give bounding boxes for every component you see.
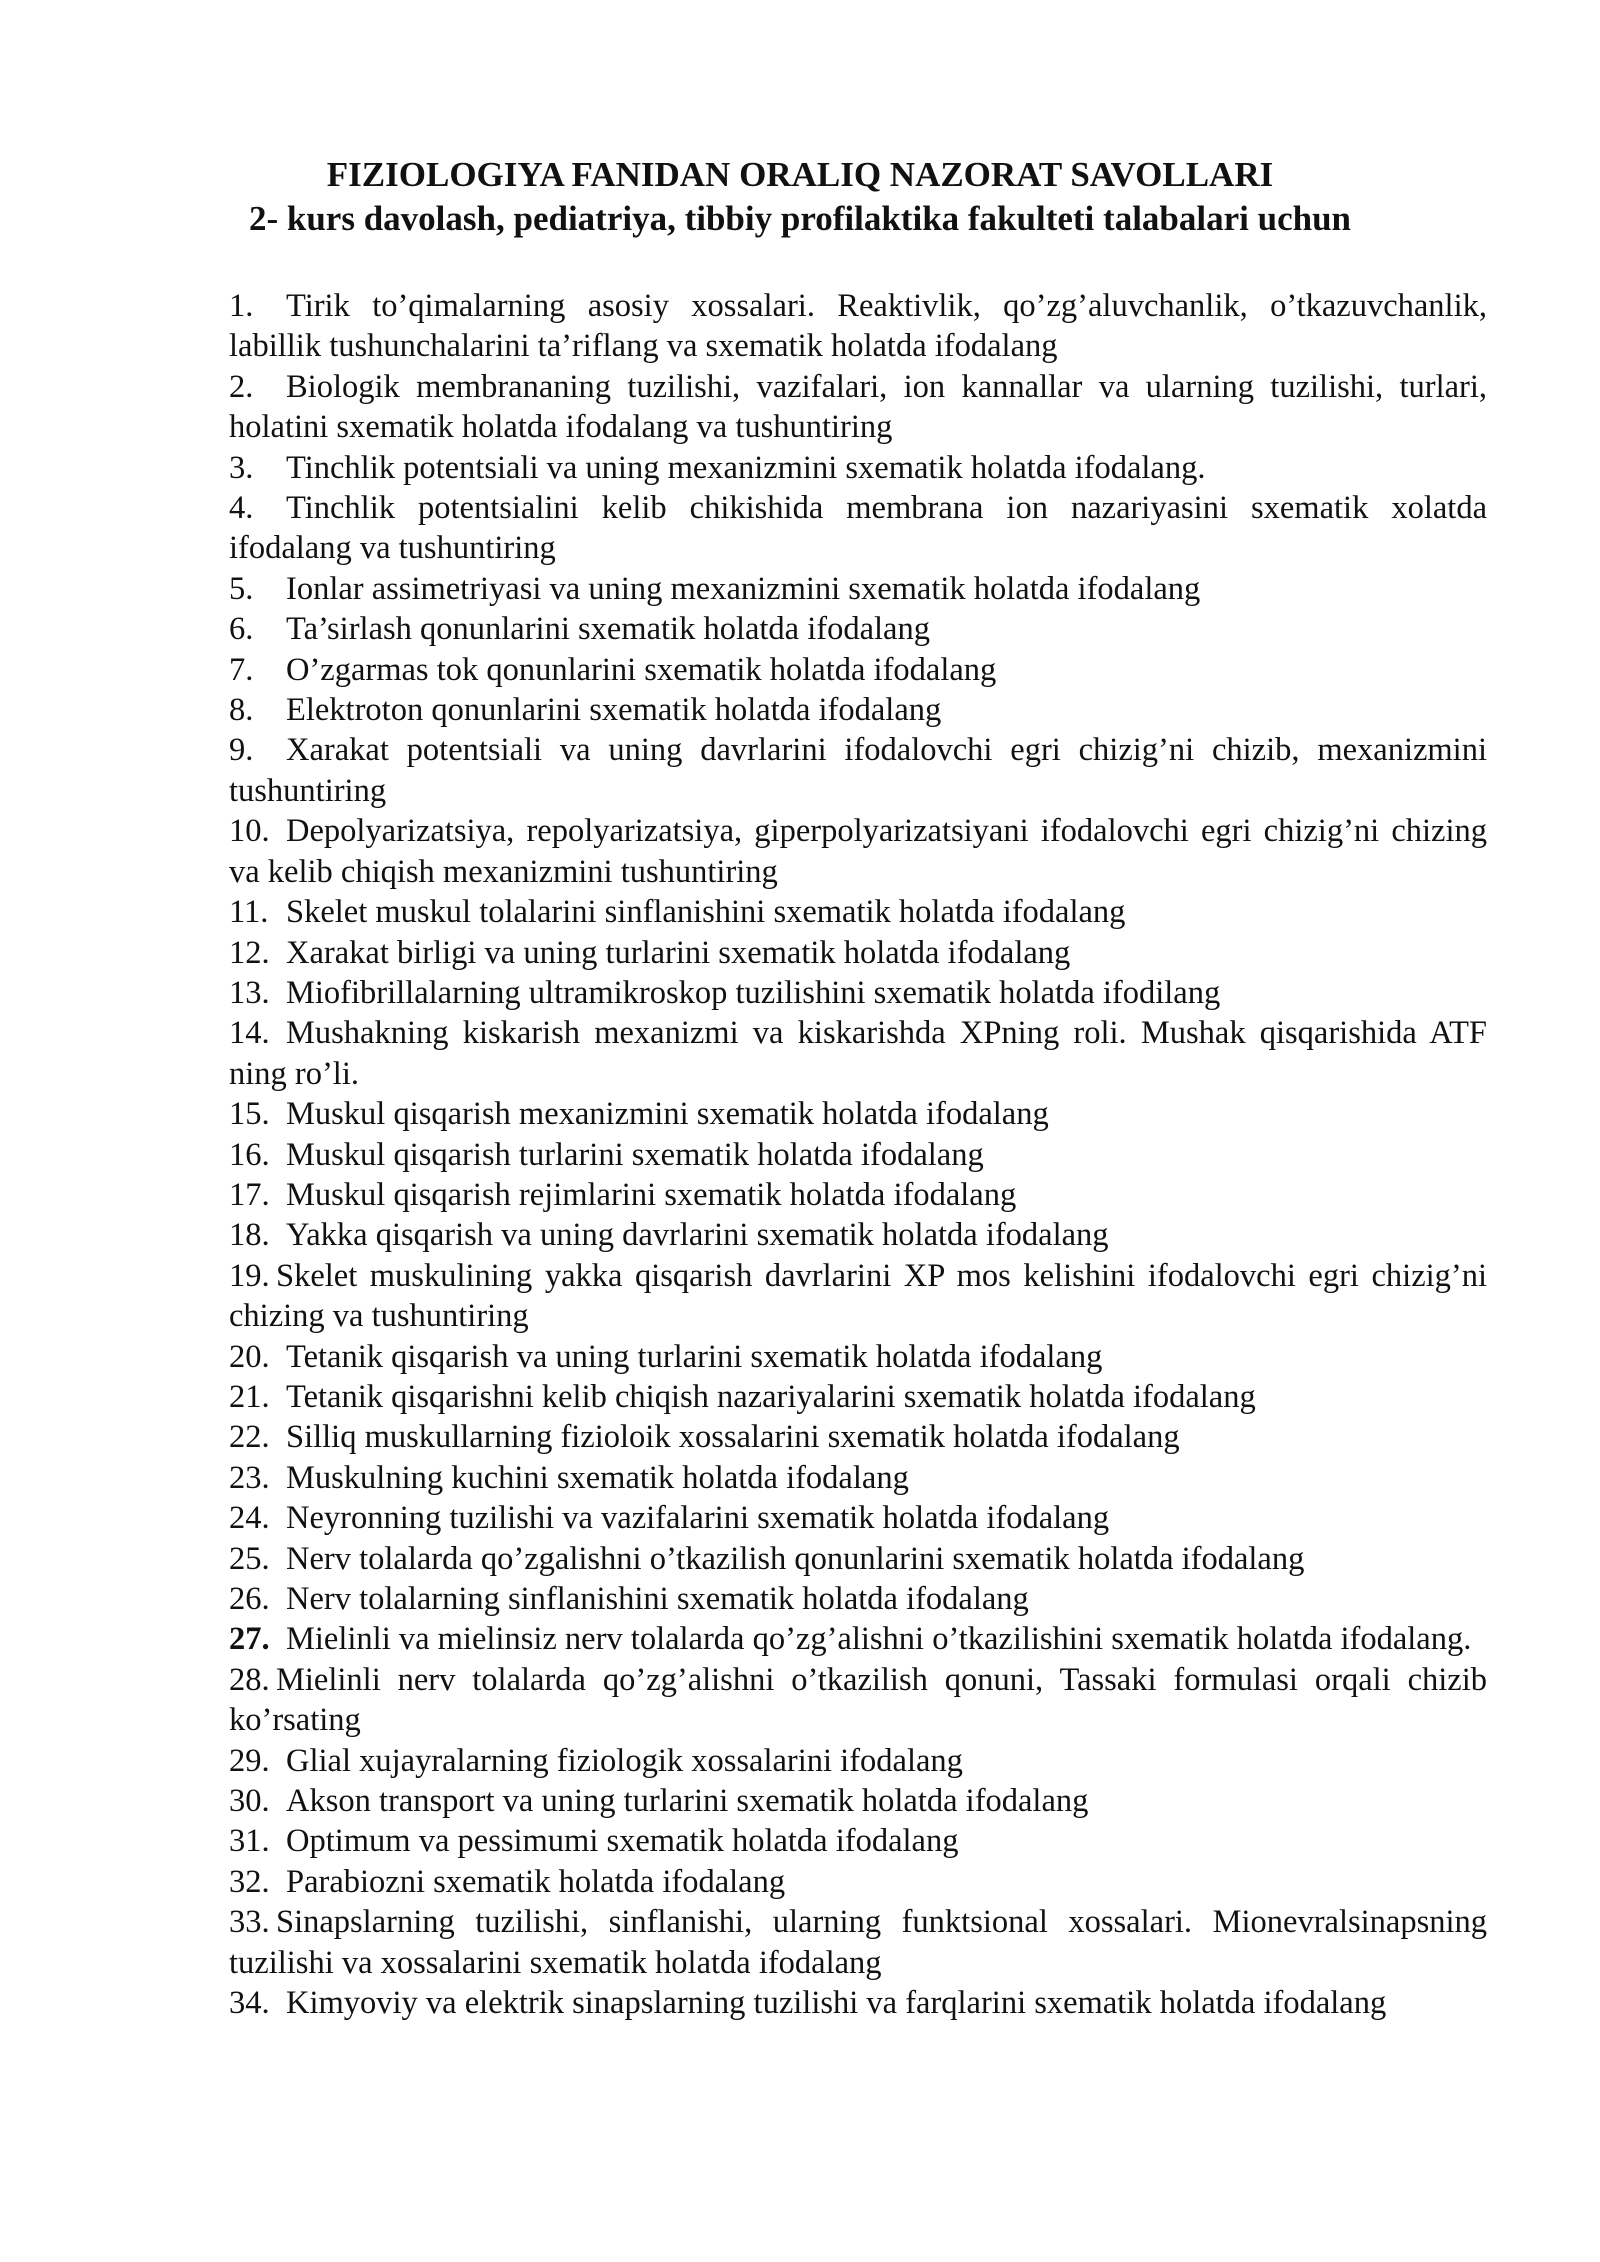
question-text: Depolyarizatsiya, repolyarizatsiya, giperpolyarizatsiyani ifodalovchi egri chizig’ni chizing va kelib chiqish mexanizmini tushuntiring bbox=[229, 813, 1487, 890]
question-list bbox=[229, 286, 1487, 2023]
question-item bbox=[229, 1135, 1487, 1175]
question-item bbox=[229, 1579, 1487, 1619]
question-text: Nerv tolalarning sinflanishini sxematik holatda ifodalang bbox=[286, 1581, 1029, 1617]
question-item bbox=[229, 690, 1487, 730]
question-text: Tirik to’qimalarning asosiy xossalari. Reaktivlik, qo’zg’aluvchanlik, o’tkazuvchanlik, labillik tushunchalarini ta’riflang va sxematik holatda ifodalang bbox=[229, 288, 1487, 365]
question-text: Nerv tolalarda qo’zgalishni o’tkazilish qonunlarini sxematik holatda ifodalang bbox=[286, 1540, 1305, 1577]
question-number: 14. bbox=[229, 1015, 270, 1052]
question-item bbox=[229, 730, 1487, 811]
question-item bbox=[229, 609, 1487, 649]
question-text: Biologik membrananing tuzilishi, vazifalari, ion kannallar va ularning tuzilishi, turlari, holatini sxematik holatda ifodalang va tushuntiring bbox=[229, 368, 1487, 446]
question-text: Akson transport va uning turlarini sxematik holatda ifodalang bbox=[286, 1783, 1089, 1820]
question-number: 8. bbox=[229, 692, 254, 729]
question-number: 4. bbox=[229, 490, 254, 527]
question-item bbox=[229, 569, 1487, 609]
question-number: 25. bbox=[229, 1540, 270, 1577]
question-text: Skelet muskulining yakka qisqarish davrlarini XP mos kelishini ifodalovchi egri chizig’ni chizing va tushuntiring bbox=[229, 1257, 1487, 1335]
question-text: Tetanik qisqarish va uning turlarini sxematik holatda ifodalang bbox=[286, 1338, 1103, 1375]
question-number: 26. bbox=[229, 1581, 270, 1617]
question-number: 12. bbox=[229, 934, 270, 971]
question-text: Tetanik qisqarishni kelib chiqish nazariyalarini sxematik holatda ifodalang bbox=[286, 1378, 1256, 1415]
question-text: Elektroton qonunlarini sxematik holatda ifodalang bbox=[286, 692, 942, 729]
question-item bbox=[229, 1337, 1487, 1377]
question-item bbox=[229, 973, 1487, 1013]
question-number: 30. bbox=[229, 1783, 270, 1820]
question-number: 33. bbox=[229, 1904, 270, 1941]
question-text: Tinchlik potentsiali va uning mexanizmini sxematik holatda ifodalang. bbox=[286, 449, 1206, 486]
question-item bbox=[229, 1215, 1487, 1255]
question-item bbox=[229, 1741, 1487, 1781]
question-item bbox=[229, 1417, 1487, 1457]
question-text: Miofibrillalarning ultramikroskop tuzilishini sxematik holatda ifodilang bbox=[286, 974, 1221, 1011]
question-text: Glial xujayralarning fiziologik xossalarini ifodalang bbox=[286, 1742, 963, 1779]
question-item bbox=[229, 1539, 1487, 1579]
page-title: FIZIOLOGIYA FANIDAN ORALIQ NAZORAT SAVOLLARI bbox=[326, 155, 1274, 194]
question-item bbox=[229, 1094, 1487, 1134]
question-text: O’zgarmas tok qonunlarini sxematik holatda ifodalang bbox=[286, 651, 997, 688]
question-item bbox=[229, 367, 1487, 448]
question-number: 21. bbox=[229, 1378, 270, 1415]
question-number: 34. bbox=[229, 1985, 270, 2022]
question-item bbox=[229, 892, 1487, 932]
question-item bbox=[229, 1256, 1487, 1337]
question-text: Muskul qisqarish rejimlarini sxematik holatda ifodalang bbox=[286, 1176, 1017, 1213]
question-item bbox=[229, 286, 1487, 367]
question-number: 6. bbox=[229, 611, 254, 648]
question-number: 11. bbox=[229, 894, 269, 931]
question-item bbox=[229, 1377, 1487, 1417]
question-text: Muskulning kuchini sxematik holatda ifodalang bbox=[286, 1459, 909, 1496]
question-item bbox=[229, 1862, 1487, 1902]
question-text: Xarakat potentsiali va uning davrlarini ifodalovchi egri chizig’ni chizib, mexanizmini tushuntiring bbox=[229, 732, 1487, 809]
question-number: 5. bbox=[229, 570, 254, 607]
question-item bbox=[229, 1902, 1487, 1983]
question-item bbox=[229, 1498, 1487, 1538]
question-text: Optimum va pessimumi sxematik holatda ifodalang bbox=[286, 1823, 959, 1860]
question-number: 27. bbox=[229, 1621, 270, 1658]
question-number: 15. bbox=[229, 1096, 270, 1133]
question-number: 9. bbox=[229, 732, 254, 769]
question-number: 22. bbox=[229, 1419, 270, 1456]
question-item bbox=[229, 933, 1487, 973]
question-text: Skelet muskul tolalarini sinflanishini sxematik holatda ifodalang bbox=[286, 894, 1126, 931]
question-text: Mielinli nerv tolalarda qo’zg’alishni o’tkazilish qonuni, Tassaki formulasi orqali chizib ko’rsating bbox=[229, 1661, 1487, 1739]
question-text: Tinchlik potentsialini kelib chikishida membrana ion nazariyasini sxematik xolatda ifodalang va tushuntiring bbox=[229, 490, 1487, 567]
question-item bbox=[229, 448, 1487, 488]
question-text: Ionlar assimetriyasi va uning mexanizmini sxematik holatda ifodalang bbox=[286, 570, 1201, 607]
question-number: 24. bbox=[229, 1500, 270, 1537]
question-number: 17. bbox=[229, 1176, 270, 1213]
question-item bbox=[229, 1821, 1487, 1861]
question-item bbox=[229, 1660, 1487, 1741]
question-text: Muskul qisqarish turlarini sxematik holatda ifodalang bbox=[286, 1136, 984, 1173]
page-subtitle: 2- kurs davolash, pediatriya, tibbiy profilaktika fakulteti talabalari uchun bbox=[248, 199, 1352, 238]
question-item bbox=[229, 1619, 1487, 1659]
question-item bbox=[229, 1781, 1487, 1821]
question-number: 19. bbox=[229, 1257, 270, 1294]
question-number: 32. bbox=[229, 1863, 270, 1900]
question-number: 20. bbox=[229, 1338, 270, 1375]
question-number: 28. bbox=[229, 1661, 270, 1698]
question-number: 3. bbox=[229, 449, 254, 486]
question-text: Silliq muskullarning fizioloik xossalarini sxematik holatda ifodalang bbox=[286, 1419, 1180, 1456]
question-number: 10. bbox=[229, 813, 270, 850]
question-item bbox=[229, 1013, 1487, 1094]
question-number: 7. bbox=[229, 651, 254, 688]
question-item bbox=[229, 650, 1487, 690]
question-text: Kimyoviy va elektrik sinapslarning tuzilishi va farqlarini sxematik holatda ifodalang bbox=[286, 1985, 1387, 2022]
question-text: Parabiozni sxematik holatda ifodalang bbox=[286, 1863, 786, 1900]
question-item bbox=[229, 1175, 1487, 1215]
question-text: Ta’sirlash qonunlarini sxematik holatda ifodalang bbox=[286, 611, 930, 648]
question-text: Mushakning kiskarish mexanizmi va kiskarishda XPning roli. Mushak qisqarishida ATF ning ro’li. bbox=[229, 1015, 1487, 1092]
question-number: 16. bbox=[229, 1136, 270, 1173]
question-item bbox=[229, 811, 1487, 892]
question-number: 2. bbox=[229, 368, 254, 405]
question-item bbox=[229, 488, 1487, 569]
question-text: Muskul qisqarish mexanizmini sxematik holatda ifodalang bbox=[286, 1096, 1049, 1133]
question-item bbox=[229, 1983, 1487, 2023]
question-text: Sinapslarning tuzilishi, sinflanishi, ularning funktsional xossalari. Mionevralsinapsning tuzilishi va xossalarini sxematik holatda ifodalang bbox=[229, 1904, 1487, 1981]
question-text: Xarakat birligi va uning turlarini sxematik holatda ifodalang bbox=[286, 934, 1071, 971]
question-number: 18. bbox=[229, 1217, 270, 1254]
question-number: 31. bbox=[229, 1823, 270, 1860]
question-text: Mielinli va mielinsiz nerv tolalarda qo’zg’alishni o’tkazilishini sxematik holatda ifodalang. bbox=[286, 1621, 1472, 1658]
question-number: 13. bbox=[229, 974, 270, 1011]
question-text: Neyronning tuzilishi va vazifalarini sxematik holatda ifodalang bbox=[286, 1500, 1110, 1537]
question-number: 29. bbox=[229, 1742, 270, 1779]
question-number: 1. bbox=[229, 288, 254, 324]
question-item bbox=[229, 1458, 1487, 1498]
question-number: 23. bbox=[229, 1459, 270, 1496]
question-text: Yakka qisqarish va uning davrlarini sxematik holatda ifodalang bbox=[286, 1217, 1109, 1254]
